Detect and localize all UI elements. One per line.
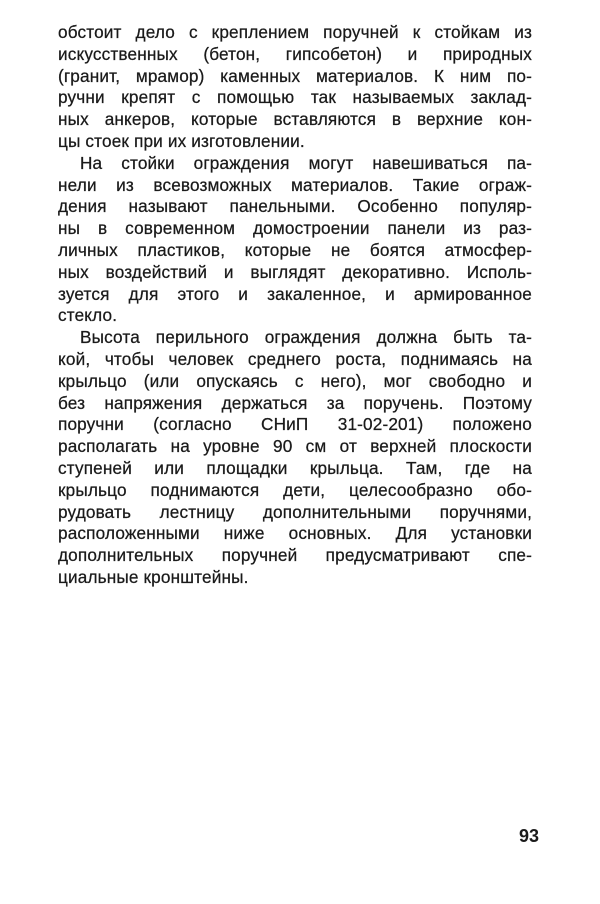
text-line: располагать на уровне 90 см от верхней плоскости (58, 436, 532, 457)
text-line: ручни крепят с помощью так называемых заклад- (58, 87, 532, 108)
text-line: личных пластиков, которые не боятся атмосфер- (58, 239, 532, 260)
text-line: кой, чтобы человек среднего роста, поднимаясь на (58, 348, 532, 369)
text-line: обстоит дело с креплением поручней к стойкам из (58, 22, 532, 42)
text-line: ны в современном домостроении панели из раз- (58, 218, 532, 239)
text-line: На стойки ограждения могут навешиваться па- (80, 152, 532, 173)
text-line: без напряжения держаться за поручень. Поэтому (58, 392, 532, 413)
text-line: рудовать лестницу дополнительными поручнями, (58, 501, 532, 522)
text-line: (гранит, мрамор) каменных материалов. К ним по- (58, 65, 532, 86)
text-line: дополнительных поручней предусматривают спе- (58, 545, 532, 566)
text-line: ных воздействий и выглядят декоративно. Исполь- (58, 261, 532, 282)
paragraph-3 (58, 327, 532, 589)
body-text (58, 22, 532, 589)
text-line: поручни (согласно СНиП 31-02-201) положено (58, 414, 532, 435)
text-line: ступеней или площадки крыльца. Там, где на (58, 457, 532, 478)
text-line: дения называют панельными. Особенно популяр- (58, 196, 532, 217)
paragraph-1 (58, 22, 532, 153)
text-line: нели из всевозможных материалов. Такие ограж- (58, 174, 532, 195)
text-line: циальные кронштейны. (58, 566, 249, 587)
paragraph-2 (58, 153, 532, 327)
text-line: крыльцо поднимаются дети, целесообразно обо- (58, 479, 532, 500)
text-line: крыльцо (или опускаясь с него), мог свободно и (58, 370, 532, 391)
text-line: Высота перильного ограждения должна быть та- (80, 327, 532, 348)
text-line: расположенными ниже основных. Для установки (58, 523, 532, 544)
text-line: цы стоек при их изготовлении. (58, 130, 305, 151)
page-number: 93 (519, 826, 540, 846)
text-line: зуется для этого и закаленное, и армированное (58, 283, 532, 304)
text-line: ных анкеров, которые вставляются в верхние кон- (58, 109, 532, 130)
text-line: искусственных (бетон, гипсобетон) и природных (58, 43, 532, 64)
text-line: стекло. (58, 305, 118, 326)
